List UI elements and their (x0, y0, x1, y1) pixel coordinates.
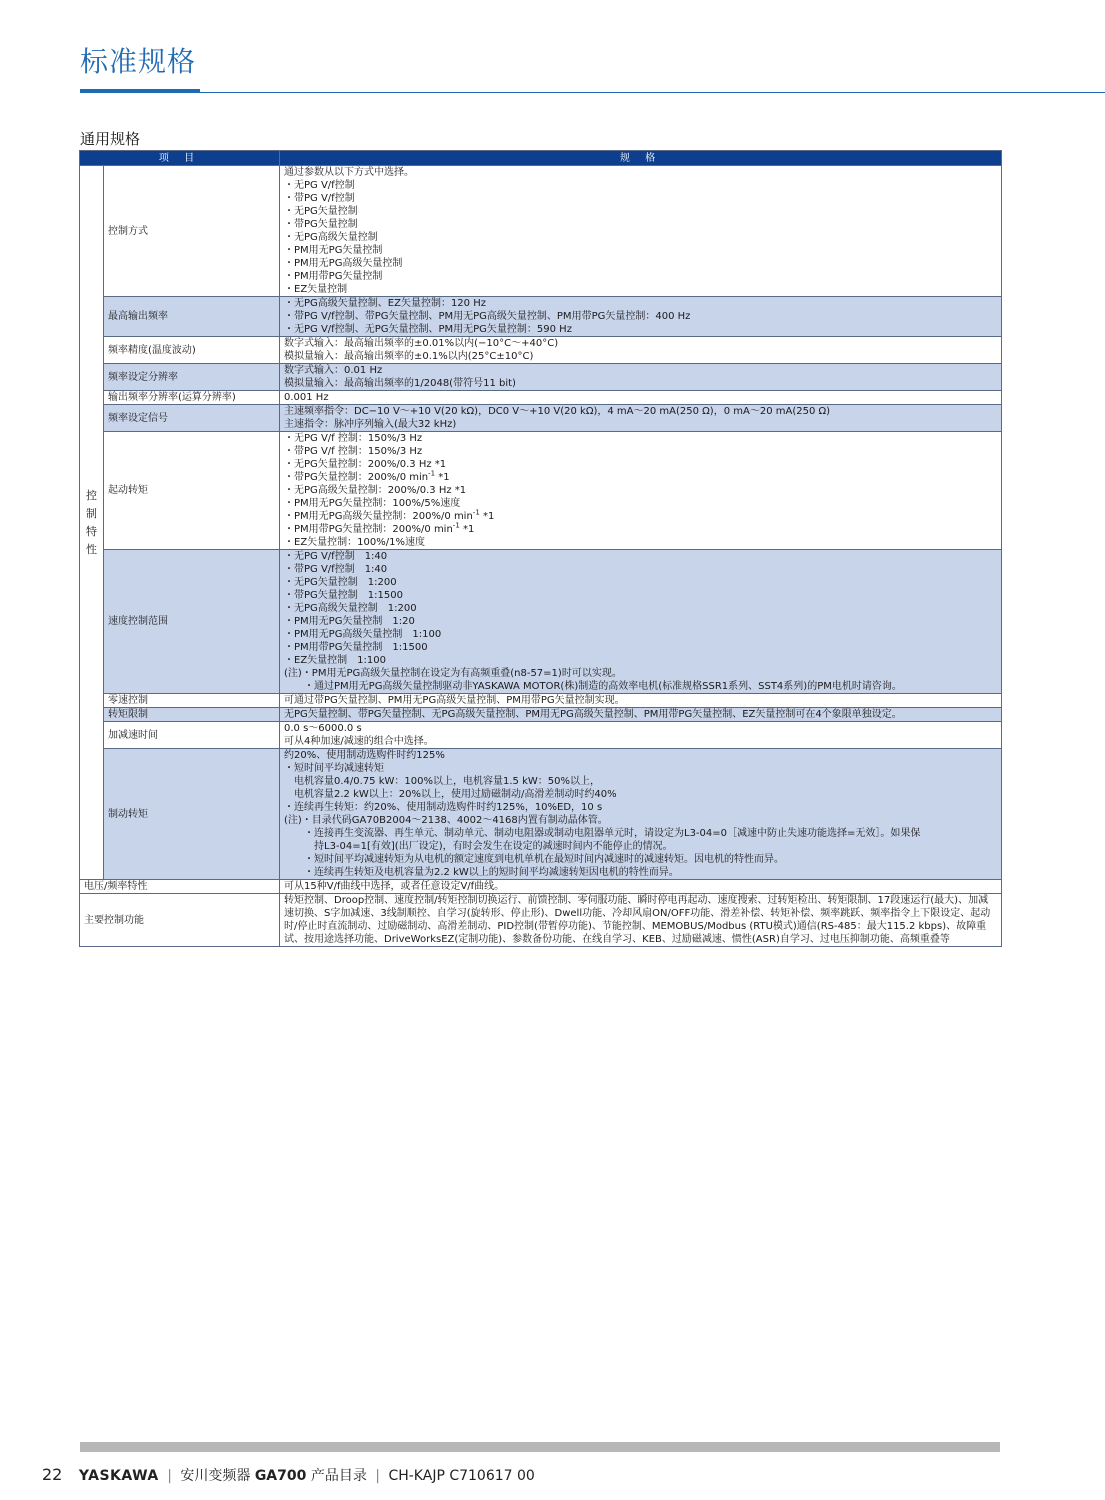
footer-bar (80, 1442, 1000, 1452)
model-name: GA700 (254, 1468, 307, 1484)
table-row (80, 364, 1002, 391)
spec-line: ・无PG V/f控制 (284, 180, 355, 191)
spec-value (280, 391, 1002, 405)
spec-value (280, 337, 1002, 364)
spec-line: ・带PG矢量控制 (284, 219, 358, 230)
spec-value (280, 364, 1002, 391)
spec-line: 模拟量输入：最高输出频率的±0.1%以内(25°C±10°C) (284, 351, 534, 362)
spec-line: ・PM用无PG高级矢量控制：200%/0 $\min^{-1} *1$ (284, 508, 495, 522)
spec-value (280, 166, 1002, 297)
spec-value (280, 297, 1002, 337)
spec-line: ・无PG V/f控制、无PG矢量控制、PM用无PG矢量控制：590 Hz (284, 324, 572, 335)
table-row (80, 894, 1002, 947)
spec-line: 0.001 Hz (284, 392, 329, 403)
spec-line: 可通过带PG矢量控制、PM用无PG高级矢量控制、PM用带PG矢量控制实现。 (284, 695, 625, 706)
footer (42, 1465, 535, 1485)
spec-line: 转矩控制、Droop控制、速度控制/转矩控制切换运行、前馈控制、零伺服功能、瞬时停电再起动、速度搜索、过转矩检出、转矩限制、17段速运行(最大)、加减速切换、S字加减速、3线制顺控、自学习(旋转形、停止形)、Dwell功能、冷却风扇ON/OFF功能、滑差补偿、转矩补偿、频率跳跃、频率指令上下限设定、起动时/停止时直流制动、过励磁制动、高滑差制动、PID控制(带暂停功能)、节能控制、MEMOBUS/Modbus (RTU模式)通信(RS-485：最大115.2 kbps)、故障重试、按用途选择功能、DriveWorksEZ(定制功能)、参数备份功能、在线自学习、KEB、过励磁减速、惯性(ASR)自学习、过电压抑制功能、高频重叠等 (284, 895, 991, 945)
spec-line: 模拟量输入：最高输出频率的1/2048(带符号11 bit) (284, 378, 516, 389)
spec-value (280, 405, 1002, 432)
spec-line: ・带PG V/f 控制：150%/3 Hz (284, 446, 423, 457)
spec-line: 约20%、使用制动选购件时约125% (284, 750, 445, 761)
spec-value (280, 432, 1002, 550)
table-row (80, 405, 1002, 432)
spec-line: 数字式输入：最高输出频率的±0.01%以内(−10°C〜+40°C) (284, 338, 559, 349)
item-name: 频率精度(温度波动) (104, 337, 280, 364)
title-underline (80, 92, 1105, 93)
table-row (80, 432, 1002, 550)
table-row (80, 708, 1002, 722)
spec-table (79, 150, 1002, 947)
spec-line: ・无PG V/f 控制：150%/3 Hz (284, 433, 423, 444)
item-name: 主要控制功能 (80, 894, 280, 947)
brand-name: YASKAWA (78, 1468, 159, 1484)
spec-value (280, 880, 1002, 894)
group-label: 控制特性 (86, 488, 97, 556)
spec-line: 数字式输入：0.01 Hz (284, 365, 383, 376)
spec-line: ・带PG矢量控制 1:1500 (284, 590, 403, 601)
item-name: 频率设定分辨率 (104, 364, 280, 391)
spec-line: ・连续再生转矩及电机容量为2.2 kW以上的短时间平均减速转矩因电机的特性而异。 (284, 867, 679, 878)
table-header-row (80, 151, 1002, 166)
spec-line: ・连续再生转矩：约20%、使用制动选购件时约125%，10%ED，10 s (284, 802, 603, 813)
spec-value (280, 722, 1002, 749)
spec-line: 持L3-04=1[有效](出厂设定)，有时会发生在设定的减速时间内不能停止的情况。 (284, 841, 673, 852)
spec-line: ・无PG高级矢量控制、EZ矢量控制：120 Hz (284, 298, 486, 309)
spec-line: 电机容量0.4/0.75 kW：100%以上，电机容量1.5 kW：50%以上， (284, 776, 600, 787)
table-row (80, 337, 1002, 364)
spec-line: ・带PG矢量控制：200%/0 $\min^{-1} *1$ (284, 469, 450, 483)
spec-line: ・PM用无PG矢量控制 1:20 (284, 616, 415, 627)
spec-line: ・PM用带PG矢量控制：200%/0 $\min^{-1} *1$ (284, 521, 475, 535)
spec-line: ・EZ矢量控制：100%/1%速度 (284, 537, 425, 548)
table-row (80, 722, 1002, 749)
spec-line: ・无PG矢量控制 1:200 (284, 577, 397, 588)
item-name: 电压/频率特性 (80, 880, 280, 894)
item-name: 加减速时间 (104, 722, 280, 749)
spec-line: 电机容量2.2 kW以上：20%以上，使用过励磁制动/高滑差制动时约40% (284, 789, 617, 800)
spec-value (280, 694, 1002, 708)
spec-value (280, 708, 1002, 722)
spec-value (280, 894, 1002, 947)
spec-line: ・带PG V/f控制 (284, 193, 355, 204)
item-name: 速度控制范围 (104, 550, 280, 694)
group-label-cell (80, 166, 104, 880)
spec-line: ・PM用带PG矢量控制 (284, 271, 383, 282)
spec-line: 可从4种加速/减速的组合中选择。 (284, 736, 434, 747)
item-name: 频率设定信号 (104, 405, 280, 432)
spec-line: (注)・目录代码GA70B2004〜2138、4002〜4168内置有制动晶体管。 (284, 815, 608, 826)
spec-line: ・PM用带PG矢量控制 1:1500 (284, 642, 428, 653)
spec-line: ・PM用无PG矢量控制：100%/5%速度 (284, 498, 461, 509)
spec-line: ・无PG V/f控制 1:40 (284, 551, 388, 562)
spec-line: 可从15种V/f曲线中选择，或者任意设定V/f曲线。 (284, 881, 505, 892)
page-number: 22 (42, 1465, 63, 1484)
spec-line: ・PM用无PG高级矢量控制 (284, 258, 403, 269)
item-name: 最高输出频率 (104, 297, 280, 337)
table-row (80, 391, 1002, 405)
table-row (80, 297, 1002, 337)
spec-line: ・通过PM用无PG高级矢量控制驱动非YASKAWA MOTOR(株)制造的高效率电机(标准规格SSR1系列、SST4系列)的PM电机时请咨询。 (284, 681, 902, 692)
item-name: 零速控制 (104, 694, 280, 708)
spec-line: ・PM用无PG高级矢量控制 1:100 (284, 629, 442, 640)
spec-value (280, 550, 1002, 694)
table-row (80, 550, 1002, 694)
spec-line: ・无PG高级矢量控制：200%/0.3 Hz *1 (284, 485, 467, 496)
spec-line: ・短时间平均减速转矩 (284, 763, 384, 774)
spec-line: 无PG矢量控制、带PG矢量控制、无PG高级矢量控制、PM用无PG高级矢量控制、PM用带PG矢量控制、EZ矢量控制可在4个象限单独设定。 (284, 709, 902, 720)
spec-line: ・带PG V/f控制、带PG矢量控制、PM用无PG高级矢量控制、PM用带PG矢量控制：400 Hz (284, 311, 691, 322)
spec-line: 主速频率指令：DC−10 V〜+10 V(20 kΩ)，DC0 V〜+10 V(20 kΩ)，4 mA〜20 mA(250 Ω)，0 mA〜20 mA(250 Ω) (284, 406, 831, 417)
separator: | (167, 1468, 172, 1484)
separator: | (375, 1468, 380, 1484)
page-title: 标准规格 (80, 45, 197, 78)
spec-line: (注)・PM用无PG高级矢量控制在设定为有高频重叠(n8-57=1)时可以实现。 (284, 668, 622, 679)
spec-line: ・EZ矢量控制 (284, 284, 348, 295)
spec-line: 主速指令：脉冲序列输入(最大32 kHz) (284, 419, 457, 430)
item-name: 控制方式 (104, 166, 280, 297)
table-body (80, 166, 1002, 947)
item-name: 输出频率分辨率(运算分辨率) (104, 391, 280, 405)
spec-line: ・连接再生变流器、再生单元、制动单元、制动电阻器或制动电阻器单元时，请设定为L3-04=0［减速中防止失速功能选择=无效］。如果保 (284, 828, 921, 839)
table-row (80, 880, 1002, 894)
spec-line: ・无PG高级矢量控制 1:200 (284, 603, 417, 614)
table-row (80, 694, 1002, 708)
spec-line: ・无PG高级矢量控制 (284, 232, 378, 243)
spec-line: ・EZ矢量控制 1:100 (284, 655, 386, 666)
spec-line: ・无PG矢量控制 (284, 206, 358, 217)
table-row (80, 166, 1002, 297)
spec-line: ・短时间平均减速转矩为从电机的额定速度到电机单机在最短时间内减速时的减速转矩。因电机的特性而异。 (284, 854, 784, 865)
table-row (80, 749, 1002, 880)
spec-line: ・PM用无PG矢量控制 (284, 245, 383, 256)
item-name: 起动转矩 (104, 432, 280, 550)
catalog-label: 产品目录 (310, 1468, 367, 1484)
catalog-code: CH-KAJP C710617 00 (388, 1468, 535, 1484)
spec-line: 0.0 s〜6000.0 s (284, 723, 362, 734)
spec-line: 通过参数从以下方式中选择。 (284, 167, 414, 178)
product-name: 安川变频器 (180, 1468, 251, 1484)
header-spec: 规 格 (280, 151, 1002, 166)
spec-line: ・无PG矢量控制：200%/0.3 Hz *1 (284, 459, 447, 470)
spec-value (280, 749, 1002, 880)
item-name: 制动转矩 (104, 749, 280, 880)
section-title: 通用规格 (80, 130, 141, 148)
spec-line: ・带PG V/f控制 1:40 (284, 564, 388, 575)
item-name: 转矩限制 (104, 708, 280, 722)
header-item: 项 目 (80, 151, 280, 166)
